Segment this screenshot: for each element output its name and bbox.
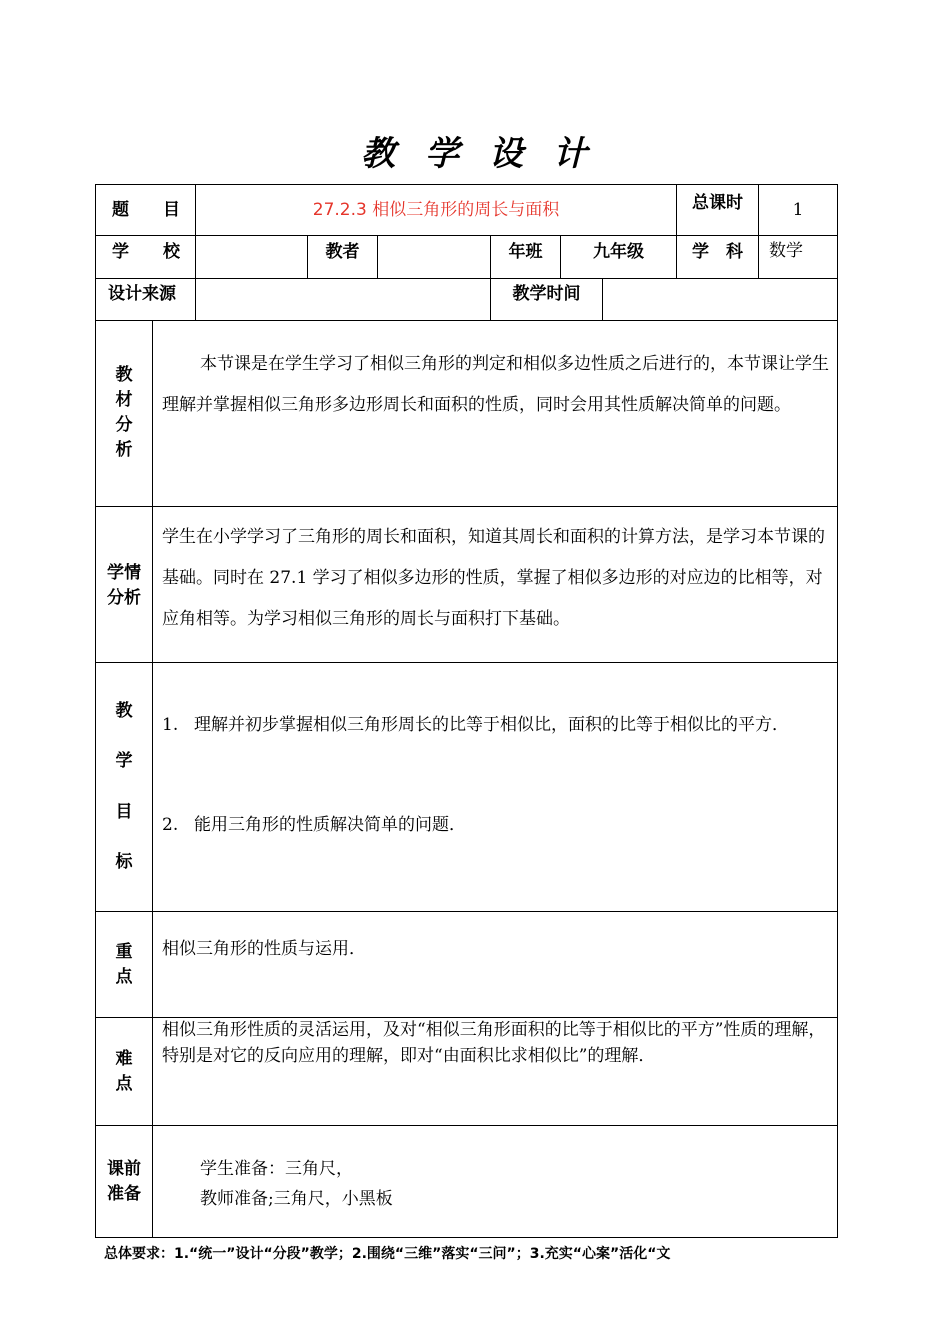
total-hours-label: 总课时 [692,193,743,213]
page-title: 教 学 设 计 [361,134,589,174]
student-analysis-text: 学生在小学学习了三角形的周长和面积，知道其周长和面积的计算方法，是学习本节课的基础。同时在 27.1 学习了相似多边形的性质，掌握了相似多边形的对应边的比相等，对应角相等。为学习相似三角形的周长与面积打下基础。 [162,527,825,629]
preparation-text: 学生准备：三角尺， 教师准备;三角尺，小黑板 [200,1159,393,1209]
teach-time-value [603,279,837,320]
footer-requirements: 总体要求：1.“统一”设计“分段”教学；2.围绕“三维”落实“三问”；3.充实“心案”活化“文 [104,1246,671,1262]
goal-item-1: 1. 理解并初步掌握相似三角形周长的比等于相似比，面积的比等于相似比的平方． [162,715,789,735]
preparation-label: 课前 准备 [107,1159,141,1204]
school-value [196,236,307,278]
grade-value: 九年级 [593,242,644,262]
difficulties-text: 相似三角形性质的灵活运用，及对“相似三角形面积的比等于相似比的平方”性质的理解，特别是对它的反向应用的理解，即对“由面积比求相似比”的理解． [162,1020,826,1066]
topic-value: 27.2.3 相似三角形的周长与面积 [312,200,560,220]
material-analysis-text: 本节课是在学生学习了相似三角形的判定和相似多边性质之后进行的，本节课让学生理解并掌握相似三角形多边形周长和面积的性质，同时会用其性质解决简单的问题。 [162,354,829,415]
grade-label: 年班 [508,242,543,262]
difficulties-label: 难 点 [115,1049,133,1094]
teacher-label: 教者 [325,242,360,262]
goals-label: 教 学 目 标 [115,701,133,872]
topic-label: 题 目 [112,200,180,220]
subject-value: 数学 [769,241,803,261]
material-analysis-label: 教 材 分 析 [115,365,133,460]
teach-time-label: 教学时间 [512,284,581,304]
design-source-value [196,279,490,320]
school-label: 学 校 [112,242,180,262]
key-points-label: 重 点 [115,942,133,987]
design-source-label: 设计来源 [108,284,176,304]
total-hours-value: 1 [792,200,804,220]
teacher-value [378,236,490,278]
student-analysis-label: 学情 分析 [107,563,141,608]
key-points-text: 相似三角形的性质与运用． [162,939,366,959]
goal-item-2: 2. 能用三角形的性质解决简单的问题． [162,815,466,835]
subject-label: 学 科 [692,242,743,262]
